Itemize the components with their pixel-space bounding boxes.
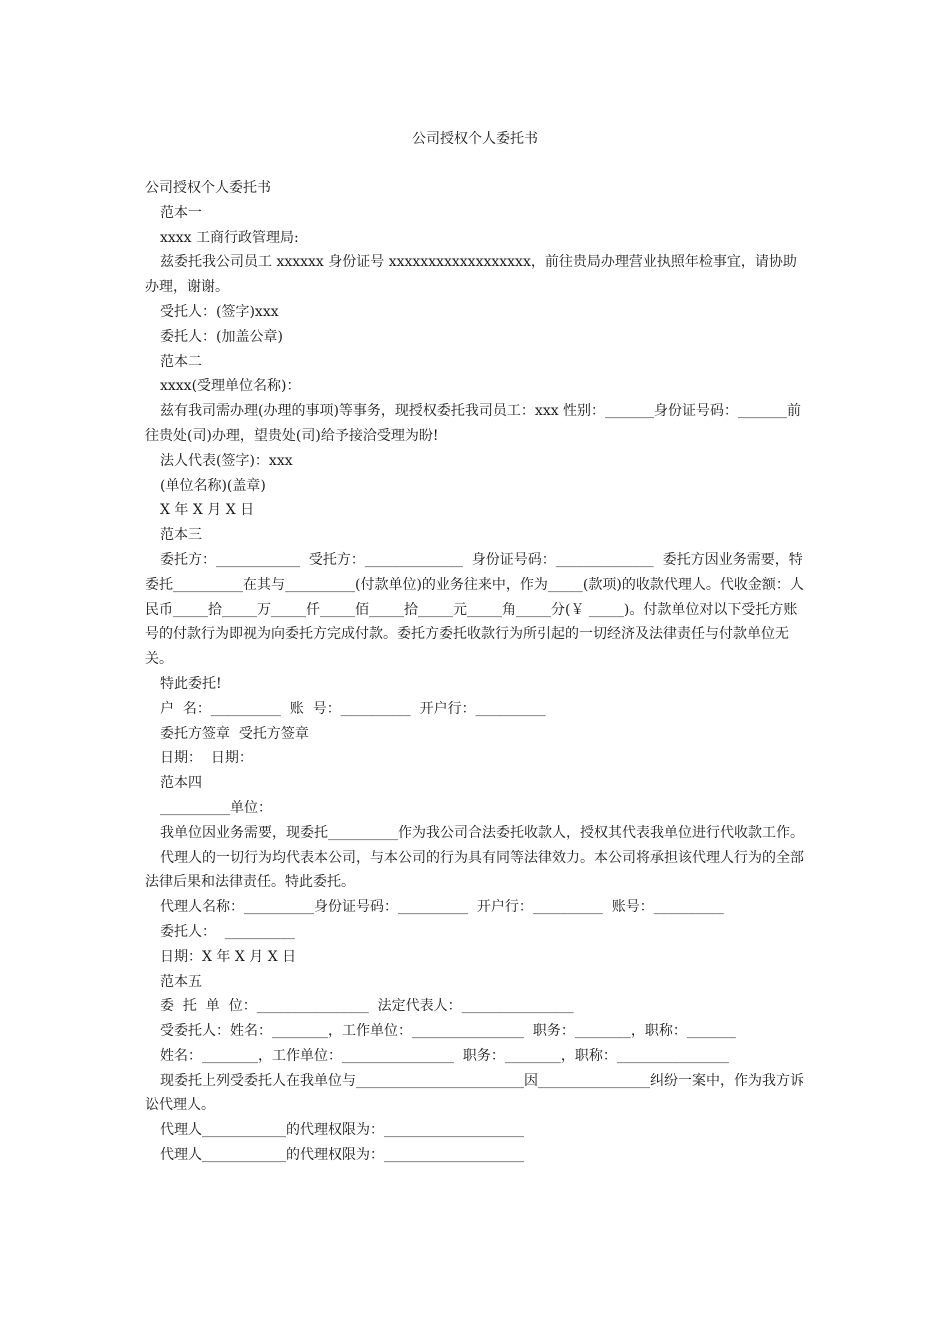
- document-paragraph: xxxx 工商行政管理局:: [160, 229, 299, 246]
- document-paragraph: 日期： 日期：: [160, 750, 253, 767]
- document-paragraph: __________单位：: [160, 799, 272, 816]
- document-paragraph: 委托方：____________ 受托方：______________ 身份证号码：______________ 委托方因业务需要，特委托__________在其与__________(付款单位)的业务往来中，作为_____(款项)的收款代理人。代收金额：人民币_____拾_____万_____仟_____佰_____拾_____元_____角_____分(￥ _____)。付款单位对以下受托方账号的付款行为即视为向委托方完成付款。委托方委托收款行为所引起的一切经济及法律责任与付款单位无关。: [145, 551, 804, 668]
- document-paragraph: 法人代表(签字)：xxx: [160, 452, 293, 469]
- document-paragraph: xxxx(受理单位名称)：: [160, 378, 301, 395]
- document-paragraph: 范本二: [160, 353, 202, 370]
- document-paragraph: 委托人：(加盖公章): [160, 328, 283, 345]
- document-paragraph: 代理人____________的代理权限为：____________________: [160, 1147, 524, 1164]
- document-paragraph: (单位名称)(盖章): [160, 477, 266, 494]
- document-paragraph: 委 托 单 位：________________ 法定代表人：________________: [160, 998, 574, 1015]
- document-paragraph: 日期：X 年 X 月 X 日: [160, 948, 297, 965]
- document-paragraph: 委托方签章 受托方签章: [160, 725, 309, 742]
- document-paragraph: 兹有我司需办理(办理的事项)等事务，现授权委托我司员工：xxx 性别：_______身份证号码：_______前往贵处(司)办理，望贵处(司)给予接洽受理为盼!: [145, 403, 802, 444]
- document-paragraph: 现委托上列受委托人在我单位与________________________因________________纠纷一案中，作为我方诉讼代理人。: [145, 1072, 804, 1114]
- document-paragraph: 范本五: [160, 973, 202, 990]
- document-paragraph: 范本四: [160, 775, 202, 792]
- document-paragraph: 受托人：(签字)xxx: [160, 303, 279, 320]
- document-body: [145, 176, 810, 1168]
- document-paragraph: 范本一: [160, 204, 202, 221]
- document-paragraph: 公司授权个人委托书: [145, 180, 271, 196]
- document-paragraph: 特此委托!: [160, 675, 222, 692]
- document-paragraph: 代理人名称：__________身份证号码：__________ 开户行：__________ 账号：__________: [160, 899, 724, 916]
- document-paragraph: 姓名：________，工作单位：________________ 职务：________，职称：________________: [160, 1047, 729, 1064]
- document-title: 公司授权个人委托书: [412, 131, 538, 147]
- document-paragraph: X 年 X 月 X 日: [160, 502, 255, 519]
- document-paragraph: 兹委托我公司员工 xxxxxx 身份证号 xxxxxxxxxxxxxxxxxx，前往贵局办理营业执照年检事宜，请协助办理，谢谢。: [145, 254, 797, 296]
- document-paragraph: 代理人的一切行为均代表本公司，与本公司的行为具有同等法律效力。本公司将承担该代理人行为的全部法律后果和法律责任。特此委托。: [145, 849, 804, 891]
- document-paragraph: 代理人____________的代理权限为：____________________: [160, 1122, 524, 1139]
- document-paragraph: 委托人： __________: [160, 923, 295, 940]
- document-paragraph: 范本三: [160, 527, 202, 544]
- document-paragraph: 我单位因业务需要，现委托__________作为我公司合法委托收款人，授权其代表我单位进行代收款工作。: [160, 824, 804, 841]
- document-paragraph: 户 名：__________ 账 号：__________ 开户行：__________: [160, 700, 546, 717]
- document-paragraph: 受委托人：姓名：________，工作单位：________________ 职务：________，职称：_______: [160, 1023, 736, 1040]
